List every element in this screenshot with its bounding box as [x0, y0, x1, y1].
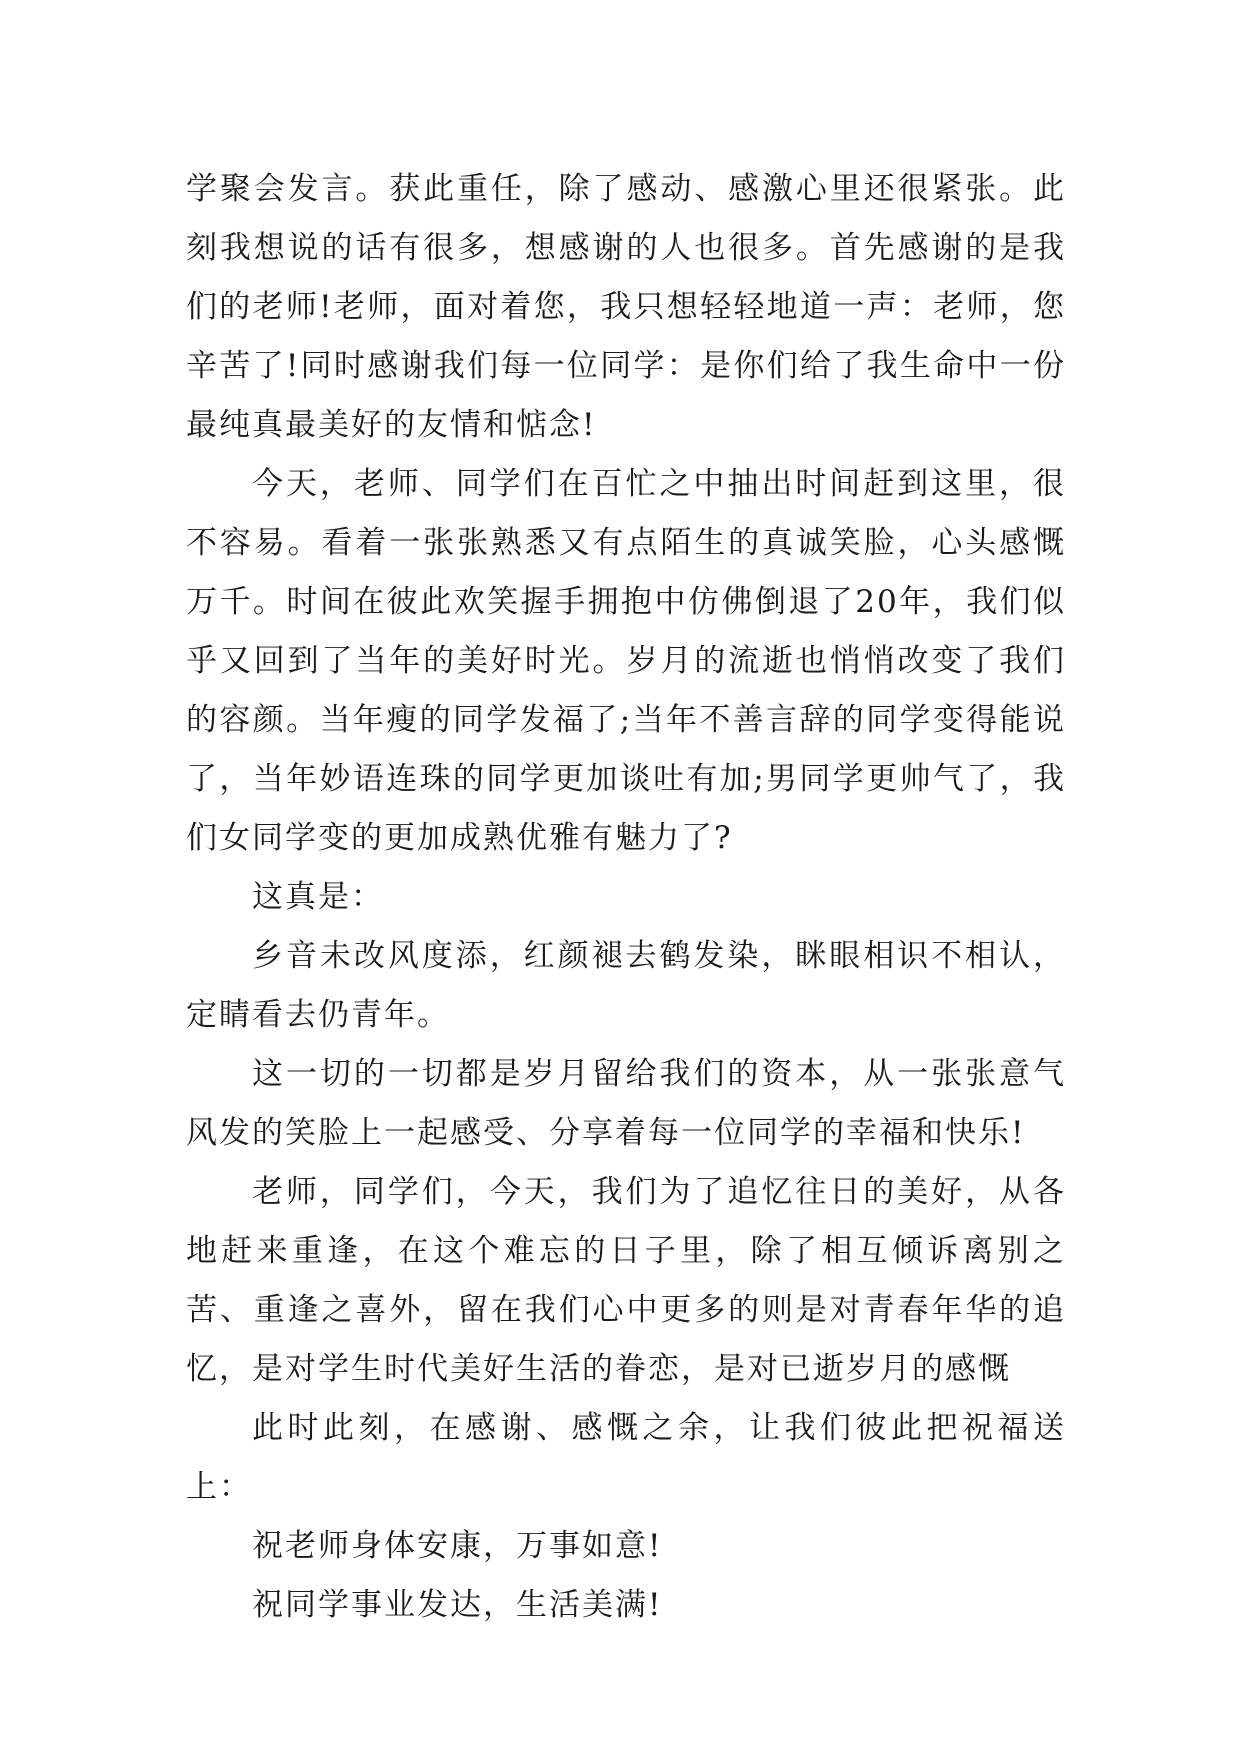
paragraph-blessing-classmates: 祝同学事业发达，生活美满!	[252, 1587, 663, 1623]
document-body	[186, 160, 1066, 1635]
paragraph-poem: 乡音未改风度添，红颜褪去鹤发染，眯眼相识不相认，定睛看去仍青年。	[186, 938, 1066, 1033]
paragraph-blessing-intro: 此时此刻，在感谢、感慨之余，让我们彼此把祝福送上：	[186, 1410, 1066, 1505]
paragraph-gathering: 老师，同学们，今天，我们为了追忆往日的美好，从各地赶来重逢，在这个难忘的日子里，除了相互倾诉离别之苦、重逢之喜外，留在我们心中更多的则是对青春年华的追忆，是对学生时代美好生活的眷恋，是对已逝岁月的感慨	[186, 1174, 1066, 1387]
paragraph-poem-intro: 这真是：	[252, 879, 384, 915]
paragraph-memories: 这一切的一切都是岁月留给我们的资本，从一张张意气风发的笑脸上一起感受、分享着每一位同学的幸福和快乐!	[186, 1056, 1066, 1151]
paragraph-opening-continued: 学聚会发言。获此重任，除了感动、感激心里还很紧张。此刻我想说的话有很多，想感谢的人也很多。首先感谢的是我们的老师!老师，面对着您，我只想轻轻地道一声：老师，您辛苦了!同时感谢我们每一位同学：是你们给了我生命中一份最纯真最美好的友情和惦念!	[186, 171, 1066, 443]
paragraph-reunion: 今天，老师、同学们在百忙之中抽出时间赶到这里，很不容易。看着一张张熟悉又有点陌生的真诚笑脸，心头感慨万千。时间在彼此欢笑握手拥抱中仿佛倒退了20年，我们似乎又回到了当年的美好时光。岁月的流逝也悄悄改变了我们的容颜。当年瘦的同学发福了;当年不善言辞的同学变得能说了，当年妙语连珠的同学更加谈吐有加;男同学更帅气了，我们女同学变的更加成熟优雅有魅力了?	[186, 466, 1066, 856]
paragraph-blessing-teacher: 祝老师身体安康，万事如意!	[252, 1528, 663, 1564]
